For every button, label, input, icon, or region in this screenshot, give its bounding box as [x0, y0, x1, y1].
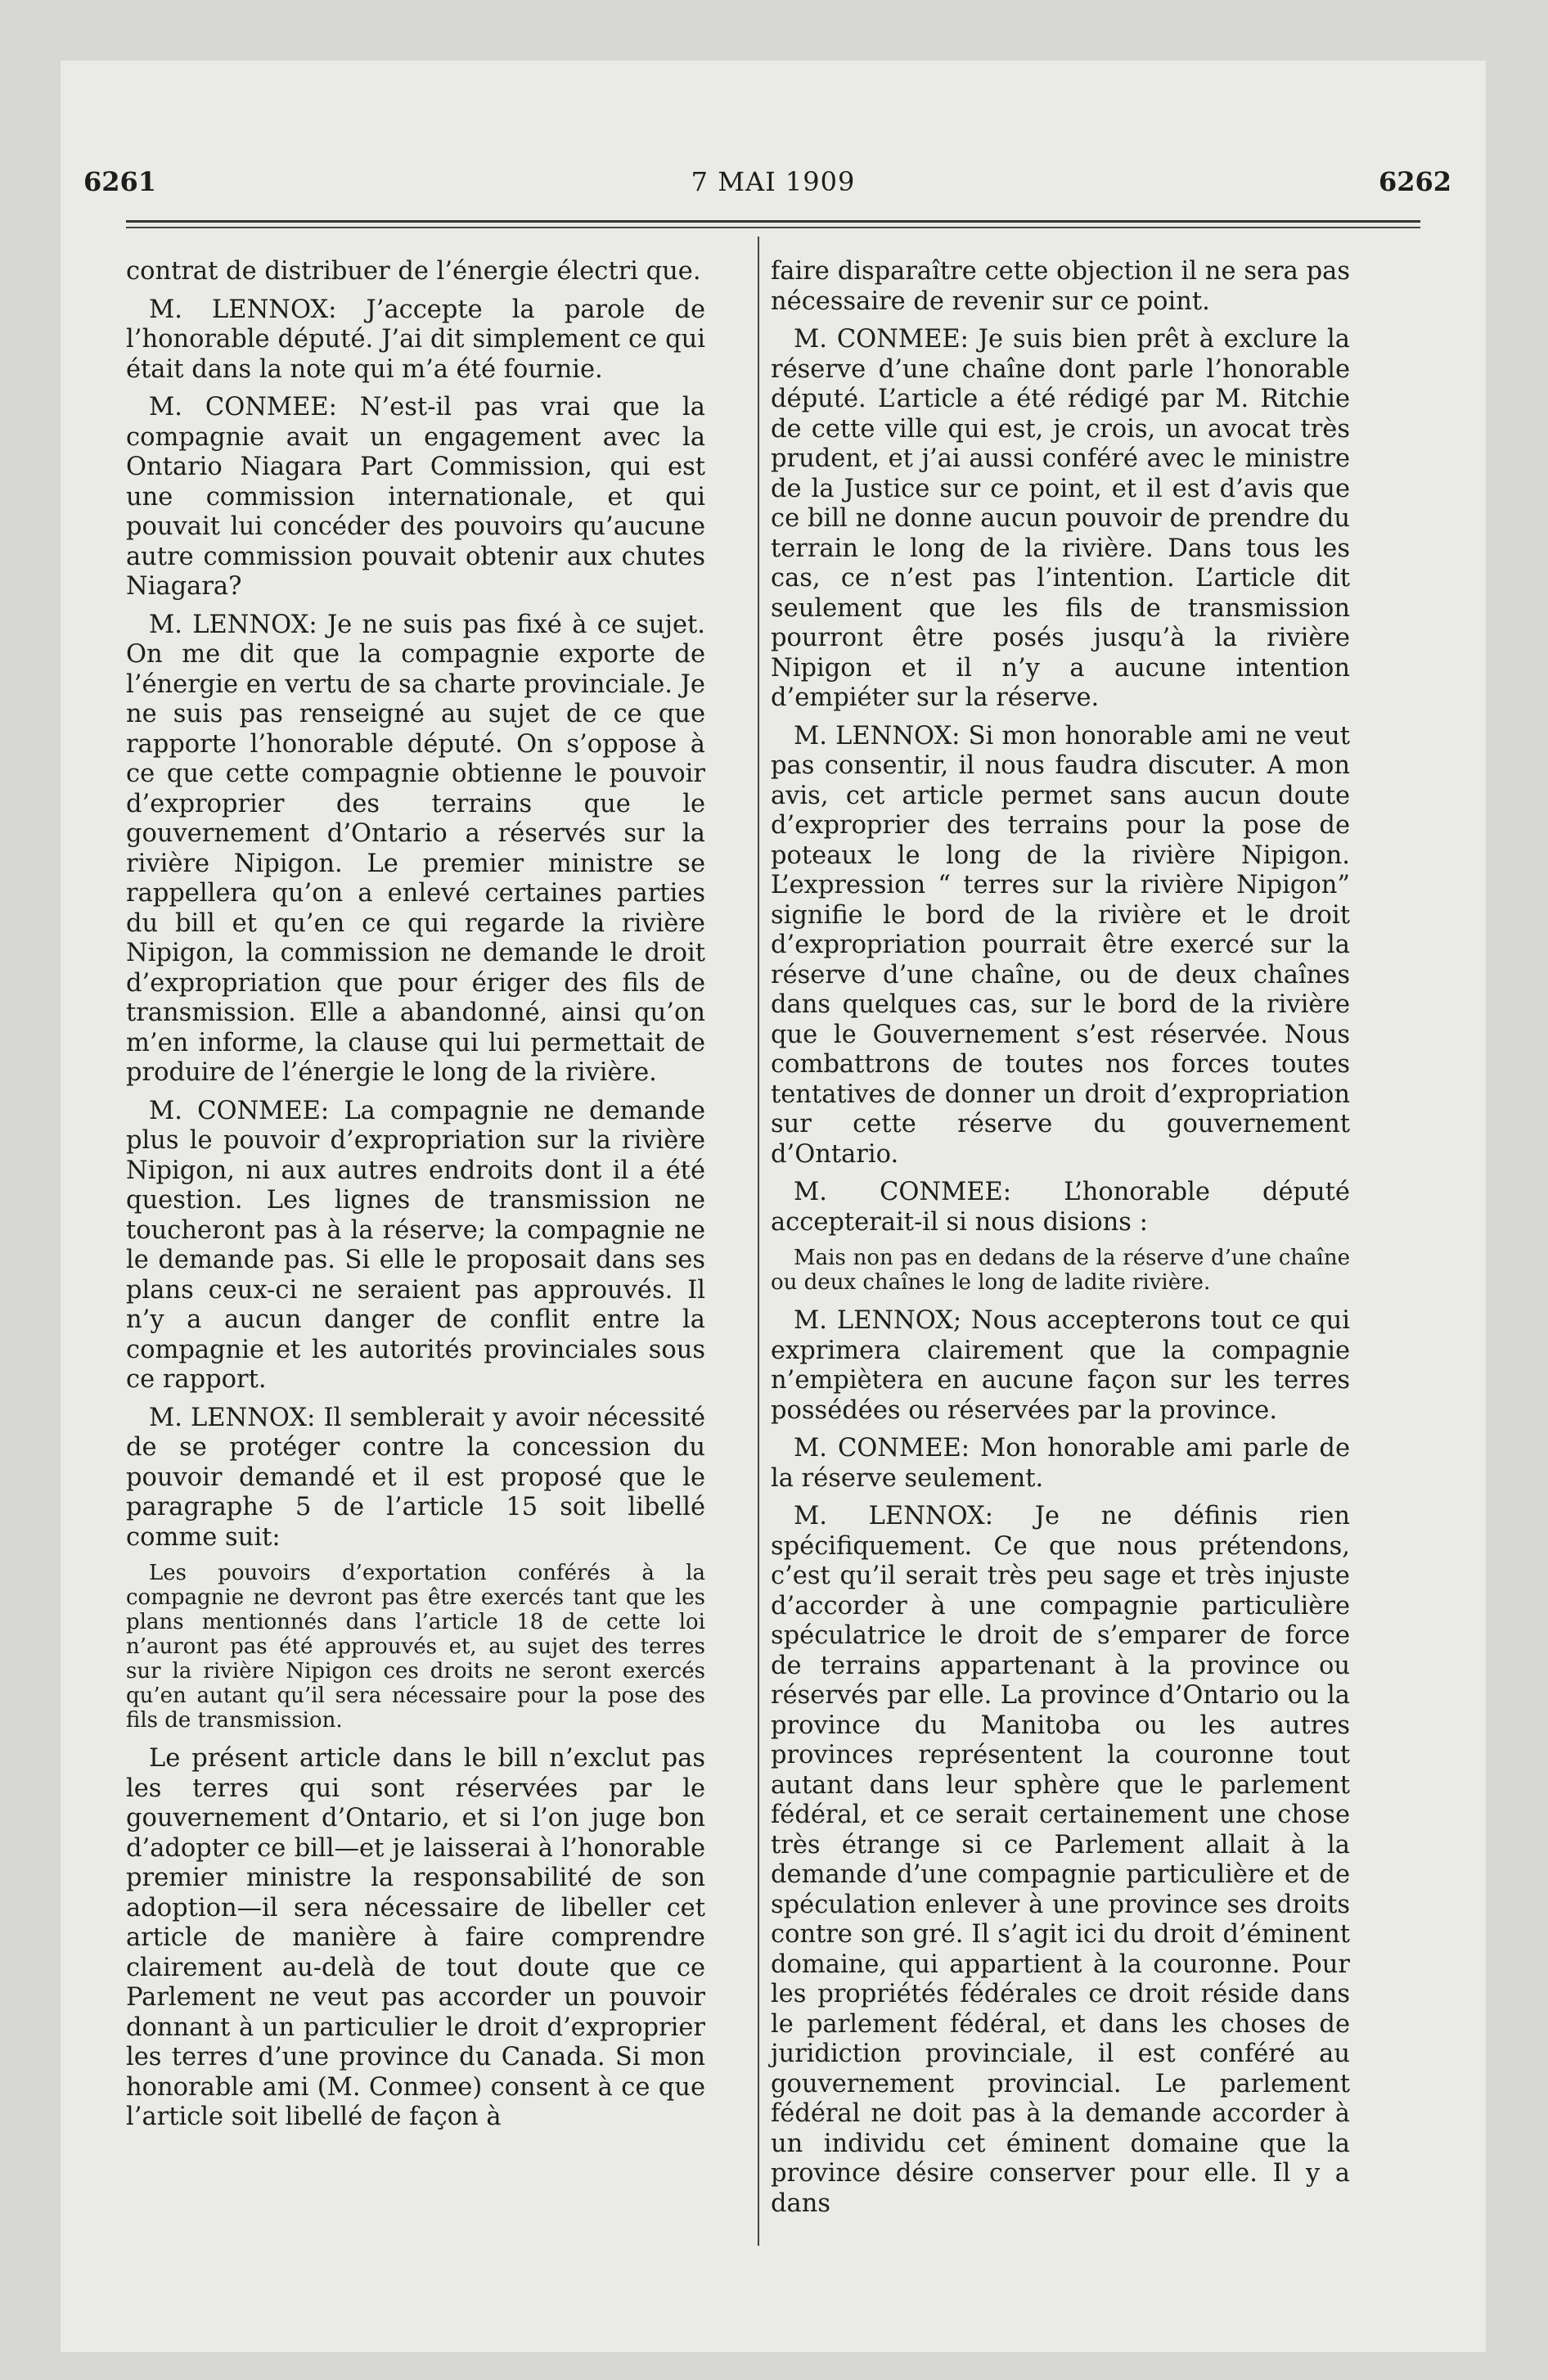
paragraph: M. LENNOX: Je ne suis pas fixé à ce sujet. On me dit que la compagnie exporte de l’énergie en vertu de sa charte provinciale. Je ne suis pas renseigné au sujet de ce que rapporte l’honorable député. On s’oppose à ce que cette compagnie obtienne le pouvoir d’exproprier des terrains que le gouvernement d’Ontario a réservés sur la rivière Nipigon. Le premier ministre se rappellera qu’on a enlevé certaines parties du bill et qu’en ce qui regarde la rivière Nipigon, la commission ne demande le droit d’expropriation que pour ériger des fils de transmission. Elle a abandonné, ainsi qu’on m’en informe, la clause qui lui permettait de produire de l’énergie le long de la rivière.	[126, 610, 705, 1087]
paragraph: M. LENNOX: Je ne définis rien spécifiquement. Ce que nous prétendons, c’est qu’il serait très peu sage et très injuste d’accorder à une compagnie particulière spéculatrice le droit de s’emparer de force de terrains appartenant à la province ou réservés par elle. La province d’Ontario ou la province du Manitoba ou les autres provinces représentent la couronne tout autant dans leur sphère que le parlement fédéral, et ce serait certainement une chose très étrange si ce Parlement allait à la demande d’une compagnie particulière et de spéculation enlever à une province ses droits contre son gré. Il s’agit ici du droit d’éminent domaine, qui appartient à la couronne. Pour les propriétés fédérales ce droit réside dans le parlement fédéral, et dans les choses de juridiction provinciale, il est conféré au gouvernement provincial. Le parlement fédéral ne doit pas à la demande accorder à un individu cet éminent domaine que la province désire conserver pour elle. Il y a dans	[771, 1502, 1350, 2218]
header-date: 7 MAI 1909	[691, 166, 856, 197]
paragraph: M. CONMEE: N’est-il pas vrai que la compagnie avait un engagement avec la Ontario Niagara Part Commission, qui est une commission internationale, et qui pouvait lui concéder des pouvoirs qu’aucune autre commission pouvait obtenir aux chutes Niagara?	[126, 393, 705, 601]
page-header	[61, 157, 1486, 206]
paragraph: Le présent article dans le bill n’exclut pas les terres qui sont réservées par le gouvernement d’Ontario, et si l’on juge bon d’adopter ce bill—et je laisserai à l’honorable premier ministre la responsabilité de son adoption—il sera nécessaire de libeller cet article de manière à faire comprendre clairement au-delà de tout doute que ce Parlement ne veut pas accorder un pouvoir donnant à un particulier le droit d’exproprier les terres d’une province du Canada. Si mon honorable ami (M. Conmee) consent à ce que l’article soit libellé de façon à	[126, 1744, 705, 2131]
paragraph: contrat de distribuer de l’énergie électri que.	[126, 257, 701, 286]
header-rule-top	[126, 220, 1420, 223]
block-quote: Les pouvoirs d’exportation conférés à la compagnie ne devront pas être exercés tant que les plans mentionnés dans l’article 18 de cette loi n’auront pas été approuvés et, au sujet des terres sur la rivière Nipigon ces droits ne seront exercés qu’en autant qu’il sera nécessaire pour la pose des fils de transmission.	[126, 1561, 705, 1733]
paragraph: M. CONMEE: Mon honorable ami parle de la réserve seulement.	[771, 1434, 1350, 1493]
paragraph: M. LENNOX: Il semblerait y avoir nécessité de se protéger contre la concession du pouvoir demandé et il est proposé que le paragraphe 5 de l’article 15 soit libellé comme suit:	[126, 1403, 705, 1552]
paragraph: faire disparaître cette objection il ne sera pas nécessaire de revenir sur ce point.	[771, 257, 1350, 316]
document-page	[61, 61, 1486, 2352]
column-divider	[758, 237, 759, 2246]
page-number-right: 6262	[1378, 166, 1451, 197]
page-number-left: 6261	[83, 166, 157, 197]
paragraph: M. LENNOX: Si mon honorable ami ne veut pas consentir, il nous faudra discuter. A mon avis, cet article permet sans aucun doute d’exproprier des terrains pour la pose de poteaux le long de la rivière Nipigon. L’expression “ terres sur la rivière Nipigon” signifie le bord de la rivière et le droit d’expropriation pourrait être exercé sur la réserve d’une chaîne, ou de deux chaînes dans quelques cas, sur le bord de la rivière que le Gouvernement s’est réservée. Nous combattrons de toutes nos forces toutes tentatives de donner un droit d’expropriation sur cette réserve du gouvernement d’Ontario.	[771, 721, 1350, 1169]
paragraph: M. LENNOX: J’accepte la parole de l’honorable député. J’ai dit simplement ce qui était dans la note qui m’a été fournie.	[126, 295, 705, 384]
paragraph: M. CONMEE: La compagnie ne demande plus le pouvoir d’expropriation sur la rivière Nipigon, ni aux autres endroits dont il a été question. Les lignes de transmission ne toucheront pas à la réserve; la compagnie ne le demande pas. Si elle le proposait dans ses plans ceux-ci ne seraient pas approuvés. Il n’y a aucun danger de conflit entre la compagnie et les autorités provinciales sous ce rapport.	[126, 1096, 705, 1394]
paragraph: M. LENNOX; Nous accepterons tout ce qui exprimera clairement que la compagnie n’empiètera en aucune façon sur les terres possédées ou réservées par la province.	[771, 1306, 1350, 1425]
paragraph: M. CONMEE: Je suis bien prêt à exclure la réserve d’une chaîne dont parle l’honorable député. L’article a été rédigé par M. Ritchie de cette ville qui est, je crois, un avocat très prudent, et j’ai aussi conféré avec le ministre de la Justice sur ce point, et il est d’avis que ce bill ne donne aucun pouvoir de prendre du terrain le long de la rivière. Dans tous les cas, ce n’est pas l’intention. L’article dit seulement que les fils de transmission pourront être posés jusqu’à la rivière Nipigon et il n’y a aucune intention d’empiéter sur la réserve.	[771, 325, 1350, 712]
block-quote: Mais non pas en dedans de la réserve d’une chaîne ou deux chaînes le long de ladite rivière.	[771, 1246, 1350, 1295]
left-column	[126, 257, 705, 2141]
right-column	[771, 257, 1350, 2227]
header-rule-bottom	[126, 227, 1420, 228]
paragraph: M. CONMEE: L’honorable député accepterait-il si nous disions :	[771, 1178, 1350, 1237]
